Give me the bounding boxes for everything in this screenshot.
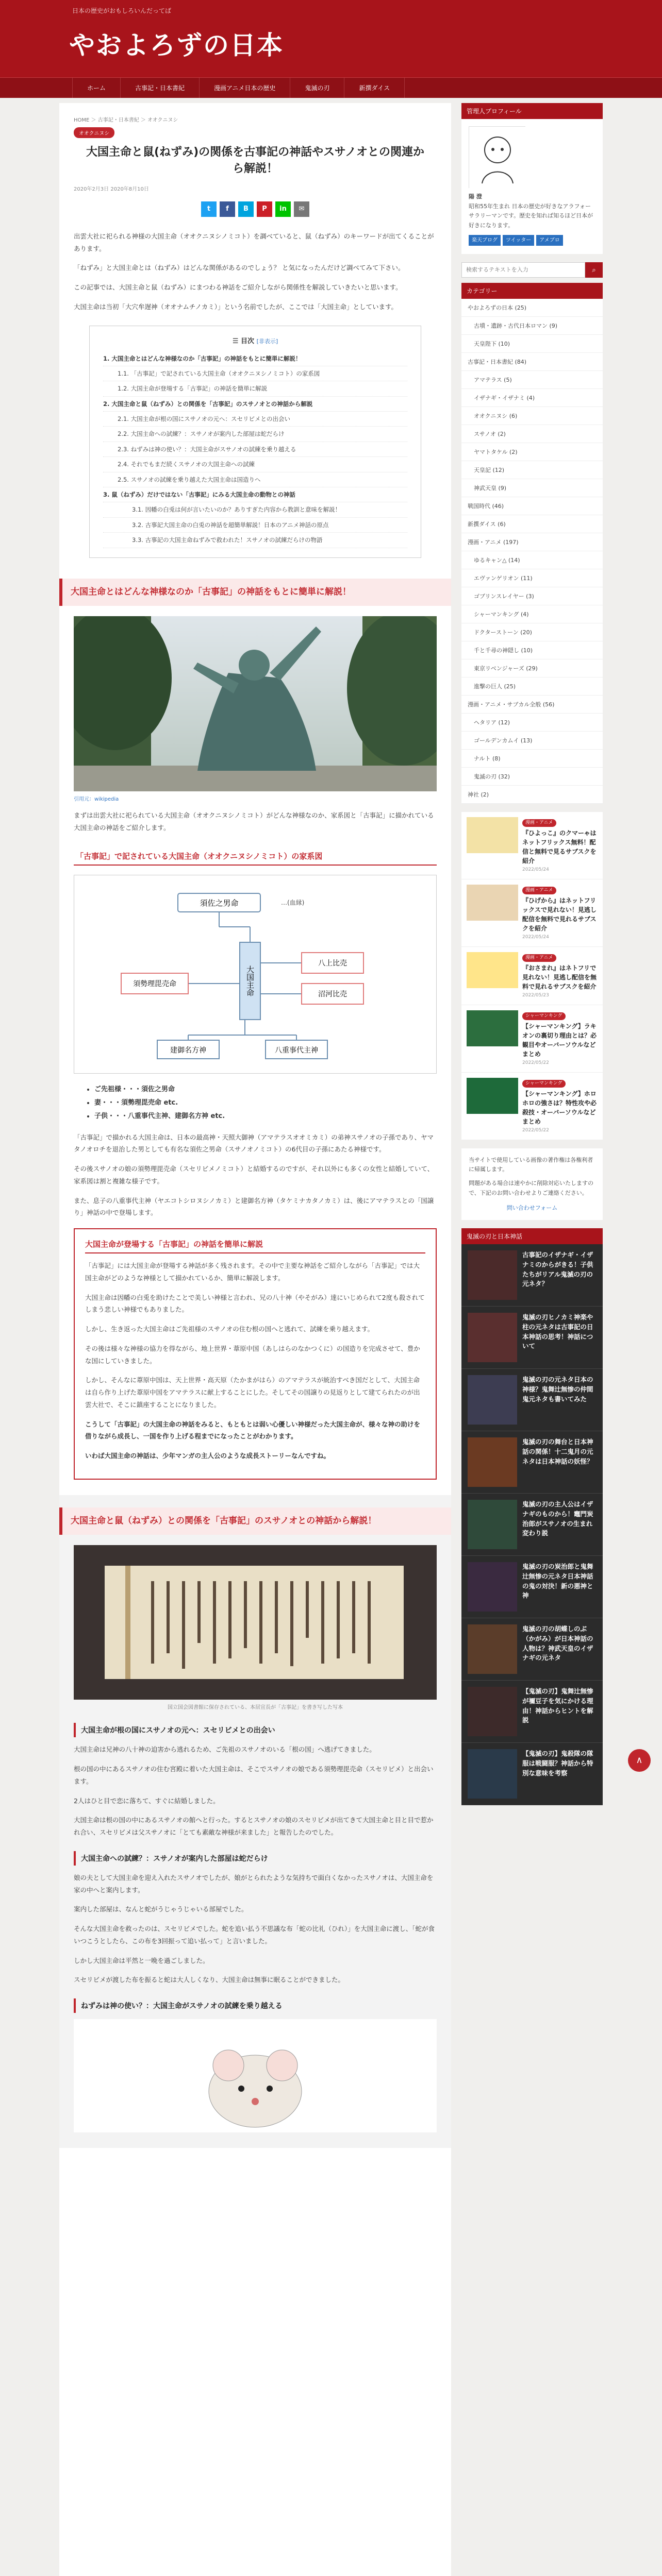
intro-paragraph: 出雲大社に祀られる神様の大国主命（オオクニヌシノミコト）を調べていると、鼠（ねずみ）のキーワードが出てくることがあります。 [74, 232, 434, 252]
profile-link-1[interactable]: ツイッター [503, 235, 534, 246]
kimetsu-post-card[interactable] [461, 1369, 603, 1431]
toc-item[interactable]: 1.1. 「古事記」で記されている大国主命（オオクニヌシノミコト）の家系図 [103, 366, 407, 381]
subsection-heading: 大国主命が根の国にスサノオの元へ：スセリビメとの出会い [74, 1723, 437, 1737]
family-tree-svg [85, 886, 426, 1061]
share-button-0[interactable]: t [201, 201, 217, 217]
profile-link-0[interactable]: 楽天ブログ [469, 235, 501, 246]
toc-title [103, 335, 407, 345]
kimetsu-thumbnail [468, 1749, 517, 1799]
kimetsu-thumbnail [468, 1562, 517, 1612]
node-center: 大国主命 [245, 965, 255, 996]
recent-post-card[interactable] [461, 1073, 603, 1140]
table-of-contents [89, 326, 421, 558]
post-tag: シャーマンキング [522, 1012, 566, 1021]
section-text: その後スサノオの娘の須勢理毘売命（スセリビメノミコト）と結婚するのですが、それ以外にも多くの女性と結婚していて、家系図は割と複雑な様子です。 [74, 1165, 434, 1185]
profile-heading: 管理人プロフィール [461, 103, 603, 119]
category-item[interactable]: 神社 (2) [461, 786, 603, 804]
section-text: まずは出雲大社に祀られている大国主命（オオクニヌシノミコト）がどんな神様なのか、家系図と「古事記」に描かれている大国主命の神話をご紹介します。 [74, 811, 434, 832]
post-tag: 漫画・アニメ [522, 819, 556, 827]
section-heading-1: 大国主命とはどんな神様なのか「古事記」の神話をもとに簡単に解説！ [59, 579, 451, 606]
myth-paragraph: 大国主命は因幡の白兎を助けたことで美しい神様と言われ、兄の八十神（やそがみ）達にいじめられて2度も殺されてしまう悲しい神様でもありました。 [85, 1293, 425, 1314]
toc-item[interactable]: 2. 大国主命と鼠（ねずみ）との関係を「古事記」のスサノオとの神話から解説 [103, 397, 407, 412]
category-item[interactable]: イザナギ・イザナミ (4) [461, 389, 603, 407]
kimetsu-post-title: 【鬼滅の刃】鬼殺隊の隊服は戦闘服？神話から特別な意味を考察 [522, 1750, 593, 1777]
lineage-item: • ご先祖様・・・須佐之男命 [94, 1083, 437, 1096]
category-item[interactable]: 神武天皇 (9) [461, 479, 603, 497]
post-thumbnail [467, 1010, 518, 1046]
kimetsu-heading: 鬼滅の刃と日本神話 [461, 1228, 603, 1244]
kimetsu-post-title: 鬼滅の刃の主人公はイザナギのものから！竈門炭治郎がスサノオの生まれ変わり説 [522, 1500, 593, 1537]
kimetsu-thumbnail [468, 1313, 517, 1362]
subsection-heading: 大国主命への試練？：スサノオが案内した部屋は蛇だらけ [74, 1851, 437, 1866]
myth-paragraph: しかし、生き返った大国主命はご先祖様のスサノオの住む根の国へと逃れて、試練を乗り越えます。 [85, 1325, 374, 1333]
section2-paragraph: 大国主命は根の国の中にあるスサノオの館へと行った。するとスサノオの娘のスセリビメが出てきて大国主命と目と目で惹かれ合い、スセリビメは父スサノオに「とても素敵な神様が来ました」と報告したのでした。 [74, 1816, 434, 1837]
kimetsu-post-title: 鬼滅の刃の舞台と日本神話の関係！十二鬼月の元ネタは日本神話の妖怪？ [522, 1438, 593, 1465]
post-text [522, 1010, 598, 1067]
category-item[interactable]: 千と千尋の神隠し (10) [461, 641, 603, 659]
article [59, 103, 451, 2576]
category-item[interactable]: 漫画・アニメ (197) [461, 533, 603, 551]
subsection-heading: ねずみは神の使い？：大国主命がスサノオの試練を乗り越える [74, 1998, 437, 2013]
conclusion-text-2: いわば大国主命の神話は、少年マンガの主人公のような成長ストーリーなんですね。 [85, 1452, 330, 1460]
category-item[interactable]: オオクニヌシ (6) [461, 407, 603, 425]
kimetsu-post-card[interactable] [461, 1431, 603, 1494]
myth-paragraph: その後は様々な神様の協力を得ながら、地上世界・葦原中国（あしはらのなかつくに）の国造りを完成させて、豊かな国にしていきました。 [85, 1344, 420, 1365]
mouse-image [74, 2019, 437, 2132]
toc-item[interactable]: 2.2. 大国主命への試練？：スサノオが案内した部屋は蛇だらけ [103, 427, 407, 442]
category-item[interactable]: ゴブリンスレイヤー (3) [461, 587, 603, 605]
myth-paragraph: しかし、そんなに葦原中国は、天上世界・高天原（たかまがはら）のアマテラスが統治すべき国だとして、大国主命は自ら作り上げた葦原中国をアマテラスに献上することにした。そしてその国譲りの見返りとして建てられたのが出雲大社で、そこに鎮座することになりました。 [85, 1376, 420, 1409]
toc-item[interactable]: 3.2. 古事記大国主命の白兎の神話を超簡単解説！日本のアニメ神話の原点 [103, 518, 407, 533]
kimetsu-thumbnail [468, 1375, 517, 1425]
section2-paragraph: 2人はひと目で恋に落ちて、すぐに結婚しました。 [74, 1797, 220, 1805]
sidebar [461, 103, 603, 1814]
lineage-item: • 子供・・・八重事代主神、建御名方神 etc. [94, 1110, 437, 1123]
lineage-item: • 妻・・・須勢理毘売命 etc. [94, 1096, 437, 1110]
kimetsu-post-title: 古事記のイザナギ・イザナミのからがきる！子供たちがリアル鬼滅の刃の元ネタ？ [522, 1251, 593, 1288]
category-item[interactable]: 古事記・日本書紀 (84) [461, 353, 603, 371]
post-thumbnail [467, 885, 518, 921]
kimetsu-post-card[interactable] [461, 1556, 603, 1618]
post-date: 2022/05/23 [522, 993, 549, 998]
nav-item-0[interactable]: ホーム [72, 78, 121, 98]
kimetsu-post-title: 鬼滅の刃の胡蝶しのぶ（かがみ）が日本神話の人物は？神武天皇のイザナギの元ネタ [522, 1625, 593, 1662]
manuscript-image [74, 1545, 437, 1700]
category-item[interactable]: 戦国時代 (46) [461, 497, 603, 515]
myth-summary-box [74, 1228, 437, 1480]
toc-item[interactable]: 2.3. ねずみは神の使い？：大国主命がスサノオの試練を乗り越える [103, 442, 407, 457]
share-button-3[interactable]: P [257, 201, 272, 217]
kimetsu-post-card[interactable] [461, 1618, 603, 1681]
notice-text: 当サイトで使用している画像の著作権は各権利者に帰属します。 [469, 1156, 593, 1173]
conclusion-text: こうして「古事記」の大国主命の神話をみると、もともとは弱い心優しい神様だった大国主命が、様々な神の助けを借りながら成長し、一国を作り上げる程までになったことがわかります。 [85, 1420, 421, 1440]
node-left: 須勢理毘売命 [133, 979, 176, 988]
category-item[interactable]: アマテラス (5) [461, 371, 603, 389]
toc-item[interactable]: 3. 鼠（ねずみ）だけではない「古事記」にみる大国主命の動物との神話 [103, 487, 407, 502]
post-title: 『おさまれ』はネトフリで見れない！見逃し配信を無料で見れるサブスクを紹介 [522, 964, 597, 991]
search-icon: ⌕ [592, 265, 596, 274]
recent-post-card[interactable] [461, 812, 603, 879]
article-dates: 2020年2月3日 2020年8月10日 [74, 186, 149, 192]
post-tag: シャーマンキング [522, 1080, 566, 1088]
post-thumbnail [467, 1078, 518, 1114]
profile-name: 陽 澄 [469, 193, 482, 200]
kimetsu-post-card[interactable] [461, 1244, 603, 1307]
post-tag: 漫画・アニメ [522, 887, 556, 895]
category-item[interactable]: ヤマトタケル (2) [461, 443, 603, 461]
scroll-to-top-button[interactable] [628, 1749, 651, 1772]
post-title: 『ひげから』はネットフリックスで見れない！見逃し配信を無料で見れるサブスクを紹介 [522, 897, 597, 933]
post-title: 【シャーマンキング】ホロホロの強さは？特性攻や必殺技・オーバーソウルなどまとめ [522, 1090, 597, 1126]
category-item[interactable]: 鬼滅の刃 (32) [461, 768, 603, 786]
article-title: 大国主命と鼠(ねずみ)の関係を古事記の神話やスサノオとの関連から解説！ [86, 146, 424, 175]
nav-item-4[interactable]: 新撰ダイス [344, 78, 405, 98]
post-thumbnail [467, 952, 518, 988]
category-widget [461, 283, 603, 804]
toc-item[interactable]: 2.1. 大国主命が根の国にスサノオの元へ：スセリビメとの出会い [103, 412, 407, 427]
nav-item-1[interactable]: 古事記・日本書紀 [121, 78, 200, 98]
post-date: 2022/05/24 [522, 935, 549, 940]
nav-item-2[interactable]: 漫画アニメ日本の歴史 [200, 78, 290, 98]
chevron-up-icon: ∧ [636, 1755, 643, 1766]
myth-paragraph: 「古事記」には大国主命が登場する神話が多く残されます。その中で主要な神話をご紹介しながら「古事記」では大国主命がどのような神様として描かれているか、簡単に解説します。 [85, 1262, 420, 1282]
section-2 [59, 1495, 451, 2148]
kimetsu-post-title: 鬼滅の刃の炭治郎と鬼舞辻無惨の元ネタ日本神話の鬼の対決！新の悪神と神 [522, 1563, 593, 1600]
myth-summary-heading: 大国主命が登場する「古事記」の神話を簡単に解説 [85, 1239, 425, 1253]
category-item[interactable]: 進撃の巨人 (25) [461, 677, 603, 696]
share-button-1[interactable]: f [220, 201, 235, 217]
site-header [0, 0, 662, 77]
category-item[interactable]: ナルト (8) [461, 750, 603, 768]
toc-item[interactable]: 1.2. 大国主命が登場する「古事記」の神話を簡単に解説 [103, 381, 407, 396]
toc-title-label: 目次 [241, 337, 255, 345]
family-tree-diagram [74, 875, 437, 1074]
profile-widget [461, 103, 603, 254]
category-item[interactable]: 新撰ダイス (6) [461, 515, 603, 533]
section2-paragraph: 娘の夫として大国主命を迎え入れたスサノオでしたが、娘がとられたような気持ちで面白くなかったスサノオは、大国主命を家の中へと案内します。 [74, 1873, 434, 1894]
post-text [522, 952, 598, 999]
post-date: 2022/05/22 [522, 1060, 549, 1066]
kimetsu-thumbnail [468, 1687, 517, 1736]
share-buttons [74, 201, 437, 217]
toc-item[interactable]: 2.4. それでもまだ続くスサノオの大国主命への試練 [103, 457, 407, 472]
category-item[interactable]: 漫画・アニメ・サブカル全般 (56) [461, 696, 603, 714]
category-badge[interactable]: オオクニヌシ [74, 127, 114, 138]
kimetsu-thumbnail [468, 1437, 517, 1487]
category-item[interactable]: 古墳・遺跡・古代日本ロマン (9) [461, 317, 603, 335]
category-item[interactable]: ゆるキャン△ (14) [461, 551, 603, 569]
kimetsu-thumbnail [468, 1250, 517, 1300]
kojiki-manuscript-photo [74, 1545, 437, 1700]
node-right-top: 八上比売 [318, 959, 347, 968]
intro-paragraph: 「ねずみ」と大国主命とは（ねずみ）はどんな関係があるのでしょう？ と気になったんだけど調べてみて下さい。 [74, 264, 405, 272]
recent-post-card[interactable] [461, 879, 603, 947]
section2-paragraph: 根の国の中にあるスサノオの住む宮殿に着いた大国主命は、そこでスサノオの娘である須勢理毘売命（スセリビメ）と出会います。 [74, 1765, 434, 1785]
breadcrumb[interactable]: HOME ＞ 古事記・日本書紀 ＞ オオクニヌシ [74, 117, 178, 123]
recent-post-card[interactable] [461, 947, 603, 1005]
section-heading-2: 大国主命と鼠（ねずみ）との関係を「古事記」のスサノオとの神話から解説！ [59, 1507, 451, 1535]
profile-link-2[interactable]: アメブロ [536, 235, 562, 246]
site-tagline: 日本の歴史がおもしろいんだってば [72, 7, 172, 14]
post-date: 2022/05/24 [522, 867, 549, 873]
toc-item[interactable]: 2.5. スサノオの試練を乗り越えた大国主命は国造りへ [103, 472, 407, 487]
section2-paragraph: 案内した部屋は、なんと蛇がうじゃうじゃいる部屋でした。 [74, 1905, 248, 1913]
toc-item[interactable]: 3.3. 古事記の大国主命ねずみで救われた！スサノオの試練だらけの物語 [103, 533, 407, 548]
section2-paragraph: スセリビメが渡した布を振ると蛇は大人しくなり、大国主命は無事に眠ることができました。 [74, 1976, 345, 1984]
post-text [522, 885, 598, 941]
kimetsu-post-title: 鬼滅の刃ヒノカミ神楽や柱の元ネタは古事記の日本神話の思考！神話について [522, 1313, 593, 1350]
search-button[interactable] [585, 262, 603, 278]
section-text: 「古事記」で描かれる大国主命は、日本の最高神・天照大御神（アマテラスオオミカミ）の弟神スサノオの子孫であり、ヤマタノオロチを退治した男としても有名な須佐之男命（スサノオノミコト）の6代目の子孫にあたる神様です。 [74, 1133, 434, 1154]
category-item[interactable]: 天皇陛下 (10) [461, 335, 603, 353]
search-form [461, 262, 603, 278]
notice-text-2: 問題がある場合は速やかに削除対応いたしますので、下記のお問い合わせよりご連絡ください。 [469, 1180, 593, 1196]
profile-text: 昭和55年生まれ 日本の歴史が好きなアラフォーサラリーマンです。歴史を知れば知るほど日本が好きになります。 [469, 202, 593, 229]
recent-posts-widget [461, 812, 603, 1140]
search-input[interactable] [461, 262, 585, 278]
kimetsu-post-card[interactable] [461, 1743, 603, 1805]
photo-caption[interactable]: 引用元：wikipedia [74, 796, 119, 803]
category-item[interactable]: スサノオ (2) [461, 425, 603, 443]
kimetsu-thumbnail [468, 1624, 517, 1674]
statue-image [74, 616, 437, 791]
share-button-5[interactable]: ✉ [294, 201, 309, 217]
category-item[interactable]: ヘタリア (12) [461, 714, 603, 732]
recent-post-card[interactable] [461, 1005, 603, 1073]
avatar-image [469, 127, 526, 189]
kimetsu-post-title: 【鬼滅の刃】鬼舞辻無惨が禰豆子を気にかける理由！神話からヒントを解説 [522, 1687, 593, 1724]
category-item[interactable]: ドクターストーン (20) [461, 623, 603, 641]
node-right-bottom: 沼河比売 [318, 990, 347, 998]
manuscript-text-columns [151, 1581, 371, 1669]
kimetsu-post-title: 鬼滅の刃の元ネタ日本の神様？鬼舞辻無惨の仲間鬼元ネタも書いてみた [522, 1376, 593, 1403]
toc-item[interactable]: 3.1. 因幡の白兎は何が言いたいのか？ありすぎた内容から教訓と意味を解説！ [103, 502, 407, 517]
site-title[interactable]: やおよろずの日本 [69, 30, 284, 60]
share-button-2[interactable]: B [238, 201, 254, 217]
family-tree-heading: 「古事記」で記されている大国主命（オオクニヌシノミコト）の家系図 [74, 848, 437, 866]
lineage-list [94, 1083, 437, 1123]
post-text [522, 817, 598, 874]
category-item[interactable]: シャーマンキング (4) [461, 605, 603, 623]
category-item[interactable]: やおよろずの日本 (25) [461, 299, 603, 317]
share-button-4[interactable]: in [275, 201, 291, 217]
post-text [522, 1078, 598, 1134]
contact-form-link[interactable]: 問い合わせフォーム [506, 1204, 558, 1211]
post-tag: 漫画・アニメ [522, 954, 556, 962]
category-item[interactable]: 東京リベンジャーズ (29) [461, 659, 603, 677]
mouse-illustration [74, 2019, 437, 2132]
category-item[interactable]: 天皇記 (12) [461, 461, 603, 479]
okuninushi-statue-photo [74, 616, 437, 791]
kimetsu-post-card[interactable] [461, 1681, 603, 1743]
post-thumbnail [467, 817, 518, 853]
manuscript-caption: 国立国会図書館に保存されている、本居宣長が「古事記」を書き写した写本 [168, 1705, 343, 1711]
section2-paragraph: 大国主命は兄神の八十神の迫害から逃れるため、ご先祖のスサノオのいる「根の国」へ逃げてきました。 [74, 1745, 376, 1754]
post-title: 『ひよっこ』のクマーゃはネットフリックス無料！配信と無料で見るサブスクを紹介 [522, 829, 597, 865]
global-nav [0, 77, 662, 98]
node-child-left: 建御名方神 [170, 1046, 206, 1055]
section-text: また、息子の八重事代主神（ヤエコトシロヌシノカミ）と建御名方神（タケミナカタノカミ）は、後にアマテラスとの「国譲り」神話の中で登場します。 [74, 1196, 434, 1217]
kimetsu-post-card[interactable] [461, 1307, 603, 1369]
copyright-notice [461, 1148, 603, 1220]
kimetsu-widget [461, 1228, 603, 1805]
nav-item-3[interactable]: 鬼滅の刃 [290, 78, 344, 98]
section2-paragraph: そんな大国主命を救ったのは、スセリビメでした。蛇を追い払う不思議な布「蛇の比礼（ひれ）」を大国主命に渡し、「蛇が食いつこうとしたら、この布を3回振って追い払って」と言いました。 [74, 1925, 435, 1945]
legend-label: …(血縁) [281, 899, 305, 906]
toc-item[interactable]: 1. 大国主命とはどんな神様なのか「古事記」の神話をもとに簡単に解説！ [103, 351, 407, 366]
intro-paragraph: 大国主命は当初「大穴牟遅神（オオナムチノカミ）」という名前でしたが、ここでは「大国主命」としています。 [74, 302, 398, 311]
avatar [469, 126, 525, 188]
category-heading: カテゴリー [461, 283, 603, 299]
post-title: 【シャーマンキング】ラキオンの裏切り理由とは？必観目やオーバーソウルなどまとめ [522, 1023, 597, 1058]
intro-paragraph: この記事では、大国主命と鼠（ねずみ）にまつわる神話をご紹介しながら関係性を解説していきたいと思います。 [74, 283, 402, 292]
node-root: 須佐之男命 [200, 898, 239, 908]
kimetsu-post-card[interactable] [461, 1494, 603, 1556]
post-date: 2022/05/22 [522, 1128, 549, 1133]
category-item[interactable]: エヴァンゲリオン (11) [461, 569, 603, 587]
kimetsu-thumbnail [468, 1500, 517, 1549]
toc-toggle[interactable]: [非表示] [256, 337, 278, 345]
toc-icon: ☰ [232, 337, 241, 345]
category-item[interactable]: ゴールデンカムイ (13) [461, 732, 603, 750]
section2-paragraph: しかし大国主命は平然と一晩を過ごしました。 [74, 1956, 209, 1964]
node-child-right: 八重事代主神 [275, 1046, 318, 1055]
